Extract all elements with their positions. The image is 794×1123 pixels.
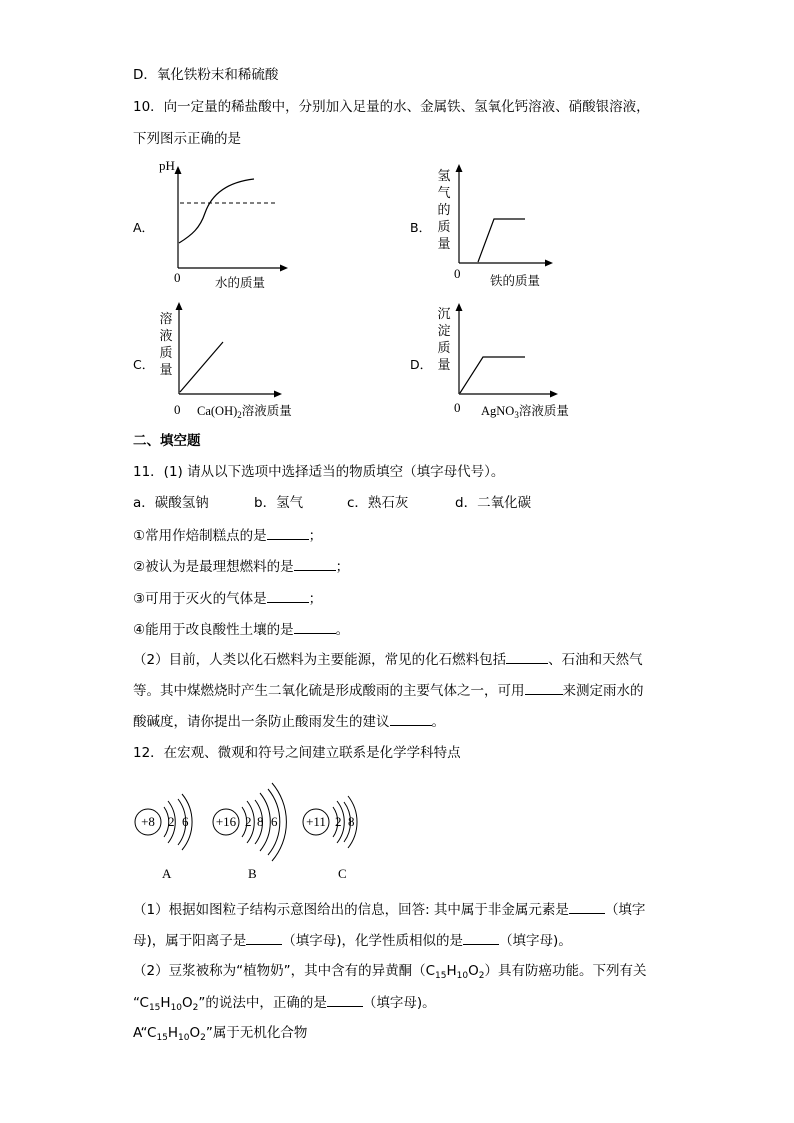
chart-b [456, 164, 554, 267]
q12-part2-line1 [133, 962, 646, 985]
chart-d [456, 303, 559, 398]
q11-item-2 [133, 557, 349, 576]
chart-c-x-arrow [274, 391, 282, 398]
q11-part2-text: 、石油和天然气 [548, 652, 643, 668]
chart-c-ylabel: 溶液质量 [159, 312, 173, 378]
answer-blank[interactable] [267, 589, 309, 603]
q11-part2-text: 酸碱度，请你提出一条防止酸雨发生的建议 [133, 714, 390, 730]
q12-part2-line2 [133, 993, 436, 1017]
answer-blank[interactable] [267, 526, 309, 540]
q11-part2-text: （2）目前，人类以化石燃料为主要能源，常见的化石燃料包括 [133, 652, 507, 668]
chart-b-option: B． [410, 220, 432, 235]
chart-a-xlabel: 水的质量 [215, 275, 266, 290]
chart-c-xlabel-formula: Ca(OH) [197, 404, 238, 418]
answer-blank[interactable] [463, 931, 499, 945]
formula-o: O [182, 995, 193, 1011]
q11-item-4-text: ④能用于改良酸性土壤的是 [133, 622, 294, 638]
q12-option-a-text: ”属于无机化合物 [205, 1025, 308, 1041]
q11-item-1-punct: ； [308, 528, 323, 544]
chart-b-y-arrow [456, 164, 463, 172]
q12-part1-line1 [133, 900, 645, 919]
atom-a-shell-electrons-2: 6 [182, 814, 189, 829]
chart-d-origin: 0 [454, 400, 461, 415]
formula-h: H [446, 963, 457, 979]
q12-part1-text: 母)，属于阳离子是 [133, 933, 247, 949]
chart-a-origin: 0 [174, 270, 181, 285]
chart-c-option: C． [133, 357, 155, 372]
q11-choice-b: b．氢气 [254, 495, 304, 511]
chart-a-ylabel: pH [159, 158, 175, 173]
chart-c-xlabel-subscript: 2 [237, 410, 242, 420]
chart-d-y-arrow [456, 303, 463, 311]
answer-blank[interactable] [390, 712, 432, 726]
q12-part1-text: （填字 [604, 902, 646, 918]
q11-part2-text: 。 [431, 714, 445, 730]
q12-part1-text: （填字母)，化学性质相似的是 [282, 933, 464, 949]
formula-sub-c: 15 [156, 1033, 168, 1043]
formula-h: H [167, 1025, 179, 1041]
answer-blank[interactable] [506, 650, 548, 664]
answer-blank[interactable] [294, 620, 336, 634]
chart-d-xlabel-formula: AgNO [481, 404, 515, 418]
atom-a-shell-electrons-1: 2 [168, 814, 175, 829]
q11-item-3-text: ③可用于灭火的气体是 [133, 591, 267, 607]
atom-b-shell-electrons-3: 6 [271, 814, 278, 829]
formula-sub-h: 10 [170, 1003, 183, 1013]
atom-b-shell-electrons-1: 2 [245, 814, 252, 829]
formula-sub-h: 10 [178, 1033, 190, 1043]
answer-blank[interactable] [246, 931, 282, 945]
atom-c-shell-electrons-1: 2 [335, 814, 342, 829]
chart-b-curve [478, 219, 525, 262]
q11-part2-line1 [133, 650, 643, 669]
chart-c [176, 302, 283, 398]
q11-part2-line3 [133, 712, 445, 731]
q11-item-1-text: ①常用作焙制糕点的是 [133, 528, 267, 544]
q12-option-a-text: A“C [133, 1025, 157, 1041]
q12-part1-text: （填字母)。 [499, 933, 572, 949]
chart-c-curve [180, 342, 223, 392]
q12-intro: 12．在宏观、微观和符号之间建立联系是化学学科特点 [133, 745, 461, 761]
atom-c-label: C [338, 866, 347, 881]
chart-d-x-arrow [550, 391, 558, 398]
q11-item-4 [133, 620, 349, 639]
formula-o: O [189, 1025, 201, 1041]
q12-part2-text: ）具有防癌功能。下列有关 [484, 963, 647, 979]
q12-part1-line2 [133, 931, 572, 950]
chart-c-y-arrow [176, 302, 183, 310]
formula-h: H [160, 995, 171, 1011]
q11-item-4-punct: 。 [335, 622, 350, 638]
answer-blank[interactable] [294, 557, 336, 571]
q12-part2-text: （2）豆浆被称为“植物奶”，其中含有的异黄酮（C [133, 963, 436, 979]
q11-part2-text: 等。其中煤燃烧时产生二氧化硫是形成酸雨的主要气体之一，可用 [133, 683, 525, 699]
answer-blank[interactable] [327, 993, 363, 1007]
section-title: 二、填空题 [133, 433, 201, 449]
q11-item-2-text: ②被认为是最理想燃料的是 [133, 559, 294, 575]
q12-part2-text: （填字母)。 [362, 995, 436, 1011]
chart-d-option: D． [410, 357, 433, 372]
formula-sub-c: 15 [148, 1003, 161, 1013]
chart-d-xlabel-text: 溶液质量 [518, 403, 569, 418]
answer-blank[interactable] [525, 681, 563, 695]
atom-a-nucleus-charge: +8 [141, 814, 155, 829]
formula-sub-o: 2 [192, 1003, 199, 1013]
q12-part2-text: “C [133, 995, 149, 1011]
formula-sub-o: 2 [478, 971, 485, 981]
chart-b-x-arrow [545, 260, 553, 267]
chart-b-origin: 0 [454, 266, 461, 281]
atom-c-nucleus-charge: +11 [306, 814, 326, 829]
atom-b-label: B [248, 866, 257, 881]
formula-sub-o: 2 [200, 1033, 206, 1043]
chart-c-xlabel [197, 401, 292, 420]
chart-b-xlabel: 铁的质量 [490, 273, 541, 288]
atom-b-shell-electrons-2: 8 [257, 814, 264, 829]
chart-d-xlabel-subscript: 3 [514, 410, 519, 420]
formula-sub-c: 15 [435, 971, 447, 981]
chart-d-ylabel: 沉淀质量 [437, 307, 451, 373]
chart-c-origin: 0 [174, 402, 181, 417]
chart-a-x-arrow [280, 265, 288, 272]
atom-a-label: A [162, 866, 172, 881]
q11-intro: 11．(1) 请从以下选项中选择适当的物质填空（填字母代号）。 [133, 464, 505, 480]
q11-item-3-punct: ； [308, 591, 323, 607]
q11-part2-text: 来测定雨水的 [562, 683, 644, 699]
q11-item-3 [133, 589, 322, 608]
q10-stem-line2: 下列图示正确的是 [133, 131, 241, 147]
q9-option-d: D．氧化铁粉末和稀硫酸 [133, 67, 279, 83]
formula-o: O [468, 963, 479, 979]
answer-blank[interactable] [569, 900, 605, 914]
q11-item-1 [133, 526, 322, 545]
q11-choice-d: d．二氧化碳 [455, 495, 532, 511]
chart-a-option: A． [133, 220, 155, 235]
q12-option-a [133, 1024, 307, 1047]
chart-b-ylabel: 氢气的质量 [437, 169, 451, 252]
q11-choice-c: c．熟石灰 [347, 495, 409, 511]
q12-part1-text: （1）根据如图粒子结构示意图给出的信息，回答: 其中属于非金属元素是 [133, 902, 569, 918]
q11-item-2-punct: ； [335, 559, 350, 575]
q11-part2-line2 [133, 681, 644, 700]
chart-a [175, 166, 289, 272]
q11-choice-a: a．碳酸氢钠 [133, 495, 209, 511]
q10-stem-line1: 10．向一定量的稀盐酸中，分别加入足量的水、金属铁、氢氧化钙溶液、硝酸银溶液， [133, 99, 650, 115]
atom-c-shell-electrons-2: 8 [348, 814, 355, 829]
atom-b-nucleus-charge: +16 [215, 814, 237, 829]
chart-c-xlabel-text: 溶液质量 [241, 403, 292, 418]
chart-d-xlabel [481, 401, 569, 420]
formula-sub-h: 10 [456, 971, 469, 981]
chart-d-curve [460, 357, 525, 393]
q12-part2-text: ”的说法中，正确的是 [198, 995, 327, 1011]
chart-a-y-arrow [175, 166, 182, 174]
chart-a-ph-curve [179, 179, 254, 243]
